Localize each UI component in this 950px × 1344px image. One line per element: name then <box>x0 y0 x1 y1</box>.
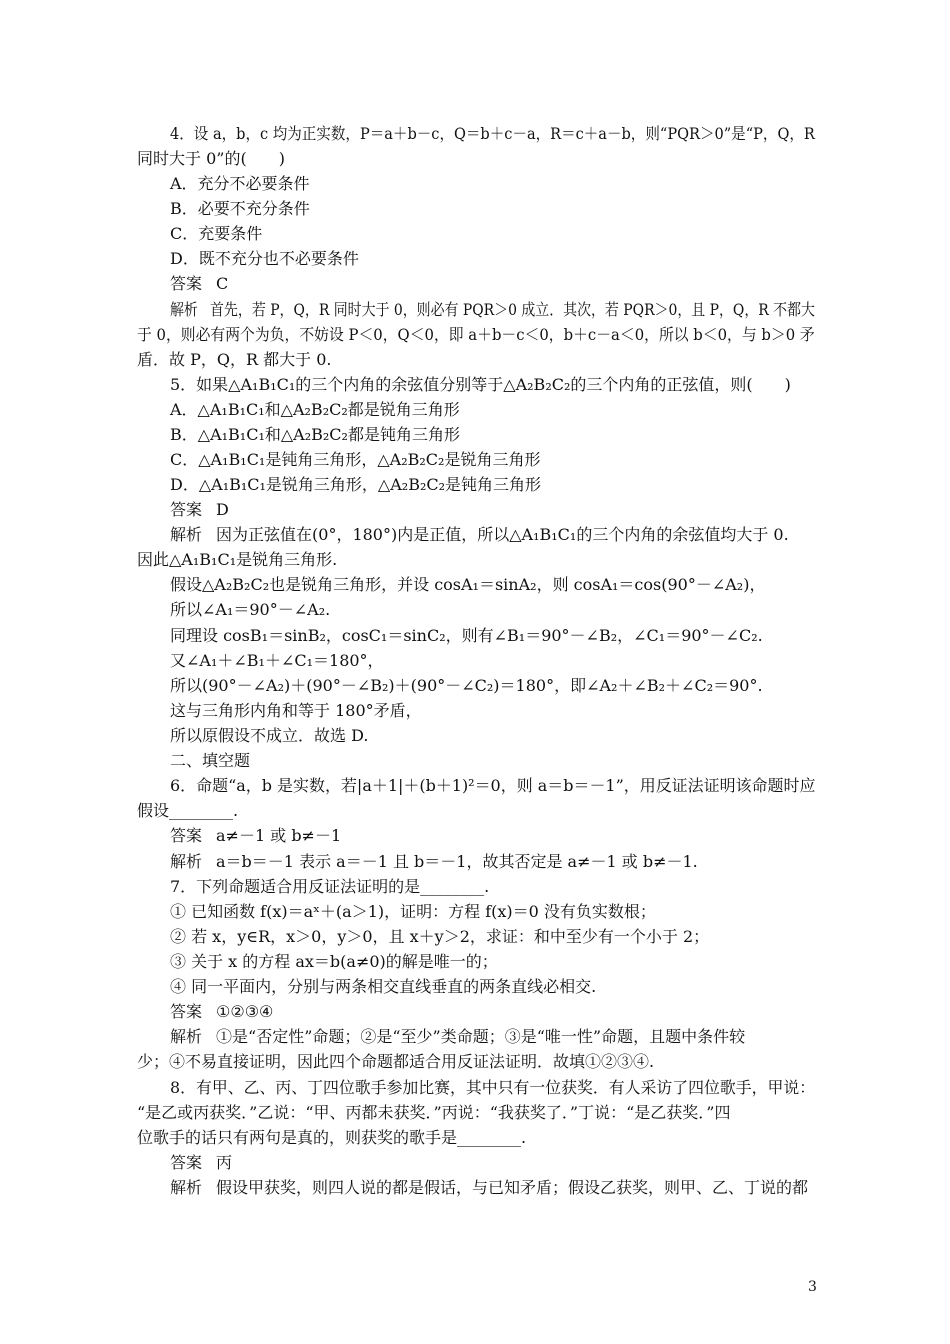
q7-item-4: ④ 同一平面内，分别与两条相交直线垂直的两条直线必相交. <box>170 977 597 996</box>
q7-analysis-line-2: 少；④不易直接证明，因此四个命题都适合用反证法证明．故填①②③④. <box>137 1052 655 1071</box>
q5-analysis-line-3: 假设△A₂B₂C₂也是锐角三角形，并设 cosA₁＝sinA₂，则 cosA₁＝cos(90°－∠A₂)， <box>170 575 766 594</box>
q7-item-3: ③ 关于 x 的方程 ax＝b(a≠0)的解是唯一的； <box>170 952 498 971</box>
q5-analysis-text-1: 因为正弦值在(0°，180°)内是正值，所以△A₁B₁C₁的三个内角的余弦值均大于 0. <box>216 525 789 544</box>
analysis-label: 解析 <box>170 1027 203 1046</box>
q4-analysis-text-1: 首先，若 P，Q，R 同时大于 0，则必有 PQR＞0 成立．其次，若 PQR＞0，且 P，Q，R 不都大 <box>210 300 815 319</box>
q4-analysis-line-3: 盾．故 P，Q，R 都大于 0. <box>137 350 332 369</box>
q5-stem: 5．如果△A₁B₁C₁的三个内角的余弦值分别等于△A₂B₂C₂的三个内角的正弦值，则( ) <box>170 375 791 394</box>
q5-analysis-line-5: 同理设 cosB₁＝sinB₂，cosC₁＝sinC₂，则有∠B₁＝90°－∠B₂，∠C₁＝90°－∠C₂. <box>170 626 763 645</box>
q5-analysis-line-6: 又∠A₁＋∠B₁＋∠C₁＝180°， <box>170 651 384 670</box>
q5-option-a: A．△A₁B₁C₁和△A₂B₂C₂都是锐角三角形 <box>170 400 460 419</box>
q6-stem-line-2: 假设________. <box>137 801 239 820</box>
analysis-label: 解析 <box>170 300 198 319</box>
q5-answer-value: D <box>216 500 229 519</box>
q6-analysis-text: a＝b＝－1 表示 a＝－1 且 b＝－1，故其否定是 a≠－1 或 b≠－1. <box>216 852 698 871</box>
q8-analysis-text-1: 假设甲获奖，则四人说的都是假话，与已知矛盾；假设乙获奖，则甲、乙、丁说的都 <box>216 1178 809 1197</box>
answer-label: 答案 <box>170 1002 203 1021</box>
q8-answer-value: 丙 <box>216 1153 233 1172</box>
q5-option-b: B．△A₁B₁C₁和△A₂B₂C₂都是钝角三角形 <box>170 425 460 444</box>
answer-label: 答案 <box>170 274 203 293</box>
q5-option-d: D．△A₁B₁C₁是锐角三角形，△A₂B₂C₂是钝角三角形 <box>170 475 542 494</box>
q7-analysis-text-1: ①是“否定性”命题；②是“至少”类命题；③是“唯一性”命题，且题中条件较 <box>216 1027 746 1046</box>
q5-analysis-line-2: 因此△A₁B₁C₁是锐角三角形. <box>137 550 338 569</box>
page-number: 3 <box>808 1279 817 1295</box>
q8-stem-line-1: 8．有甲、乙、丙、丁四位歌手参加比赛，其中只有一位获奖．有人采访了四位歌手，甲说： <box>170 1078 816 1097</box>
analysis-label: 解析 <box>170 852 203 871</box>
analysis-label: 解析 <box>170 1178 203 1197</box>
q6-stem-line-1: 6．命题“a，b 是实数，若|a＋1|＋(b＋1)²＝0，则 a＝b＝－1”，用反证法证明该命题时应 <box>170 776 816 795</box>
q4-option-c: C．充要条件 <box>170 224 263 243</box>
q5-analysis-line-7: 所以(90°－∠A₂)＋(90°－∠B₂)＋(90°－∠C₂)＝180°，即∠A₂＋∠B₂＋∠C₂＝90°. <box>170 676 763 695</box>
q7-answer-value: ①②③④ <box>216 1002 274 1021</box>
analysis-label: 解析 <box>170 525 203 544</box>
q5-analysis-line-1 <box>170 525 789 545</box>
q4-option-b: B．必要不充分条件 <box>170 199 310 218</box>
q4-analysis-line-1 <box>170 300 815 320</box>
q6-analysis <box>170 852 698 872</box>
section-heading: 二、填空题 <box>170 751 251 770</box>
q4-option-d: D．既不充分也不必要条件 <box>170 249 359 268</box>
answer-label: 答案 <box>170 1153 203 1172</box>
q7-analysis-line-1 <box>170 1027 745 1047</box>
q4-stem-line-2: 同时大于 0”的( ) <box>137 149 285 168</box>
q8-stem-line-3: 位歌手的话只有两句是真的，则获奖的歌手是________. <box>137 1128 527 1147</box>
q6-answer <box>170 826 341 846</box>
q7-stem: 7．下列命题适合用反证法证明的是________. <box>170 877 490 896</box>
q4-answer-value: C <box>216 274 229 293</box>
answer-label: 答案 <box>170 500 203 519</box>
q7-item-1: ① 已知函数 f(x)＝aˣ＋(a＞1)，证明：方程 f(x)＝0 没有负实数根； <box>170 902 656 921</box>
q7-answer <box>170 1002 273 1022</box>
q8-analysis-line-1 <box>170 1178 808 1198</box>
q6-answer-value: a≠－1 或 b≠－1 <box>216 826 342 845</box>
q5-analysis-line-8: 这与三角形内角和等于 180°矛盾， <box>170 701 422 720</box>
q8-answer <box>170 1153 232 1173</box>
q4-answer <box>170 274 228 294</box>
q5-analysis-line-9: 所以原假设不成立．故选 D. <box>170 726 369 745</box>
q4-option-a: A．充分不必要条件 <box>170 174 310 193</box>
q4-analysis-line-2: 于 0，则必有两个为负，不妨设 P＜0，Q＜0，即 a＋b－c＜0，b＋c－a＜0，所以 b＜0，与 b＞0 矛 <box>137 325 815 344</box>
q8-stem-line-2: “是乙或丙获奖．”乙说：“甲、丙都未获奖．”丙说：“我获奖了．”丁说：“是乙获奖．”四 <box>137 1103 731 1122</box>
answer-label: 答案 <box>170 826 203 845</box>
q5-option-c: C．△A₁B₁C₁是钝角三角形，△A₂B₂C₂是锐角三角形 <box>170 450 541 469</box>
q5-answer <box>170 500 229 520</box>
q5-analysis-line-4: 所以∠A₁＝90°－∠A₂. <box>170 600 331 619</box>
q4-stem-line-1: 4．设 a，b，c 均为正实数，P＝a＋b－c，Q＝b＋c－a，R＝c＋a－b，则“PQR＞0”是“P，Q，R <box>170 124 815 143</box>
q7-item-2: ② 若 x，y∈R，x＞0，y＞0，且 x＋y＞2，求证：和中至少有一个小于 2； <box>170 927 710 946</box>
